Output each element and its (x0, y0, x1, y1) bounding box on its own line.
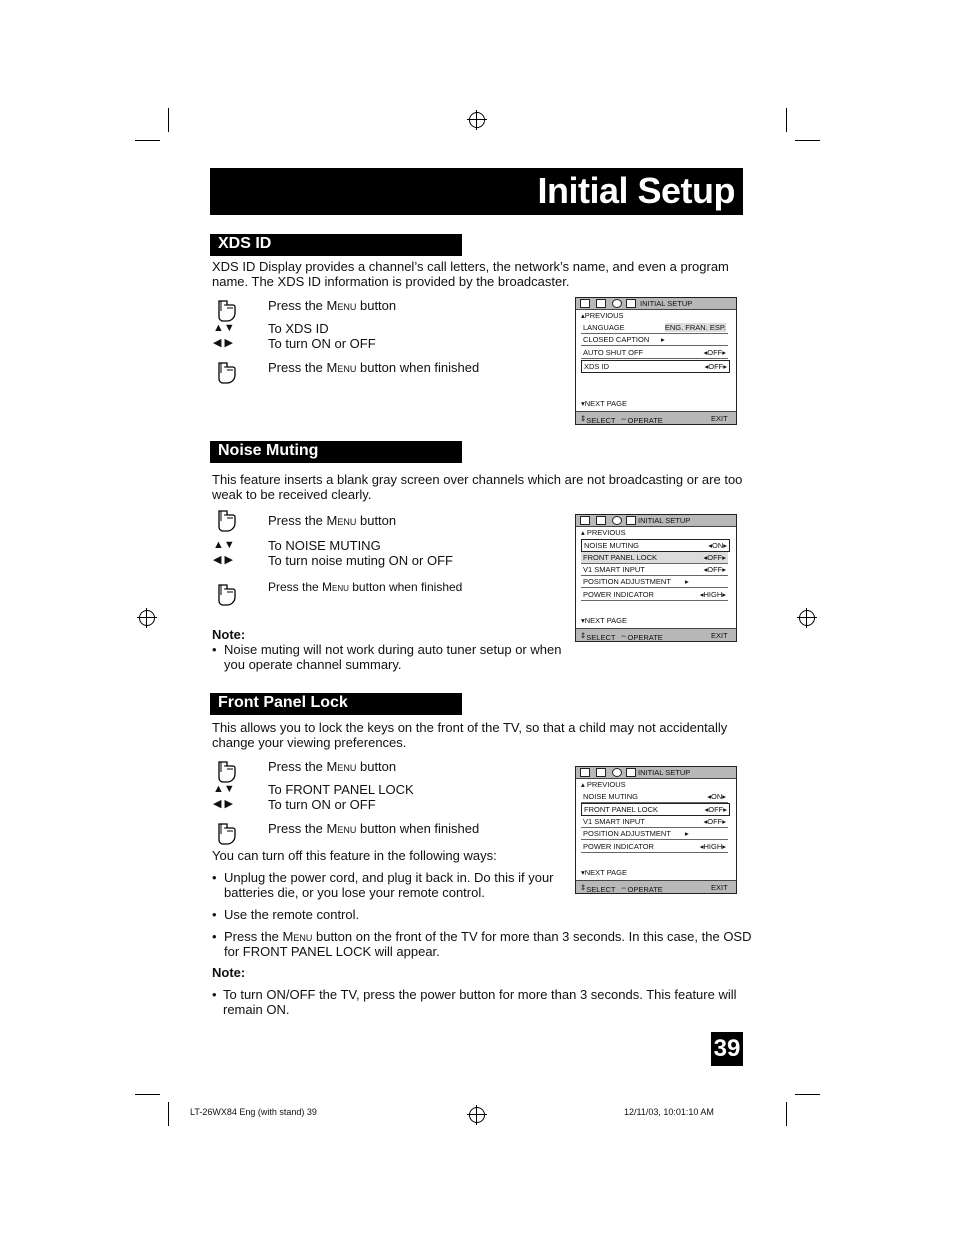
title-banner (210, 168, 743, 215)
osd-row: CLOSED CAPTION ▸ (581, 334, 728, 346)
heading-text: Front Panel Lock (218, 694, 348, 711)
remote-hand-icon (214, 582, 238, 606)
section-heading-xds (210, 234, 462, 256)
crop-mark (795, 140, 820, 141)
step-text: Press the Menu button when finished (268, 360, 480, 375)
step-text: Press the Menu button when finished (268, 821, 480, 836)
note-text: Noise muting will not work during auto tuner setup or when (224, 642, 562, 657)
registration-mark-icon (139, 610, 155, 626)
bullet: • (212, 642, 217, 657)
osd-menu-xds (575, 297, 737, 425)
up-down-arrows-icon: ▲▼ (213, 783, 235, 795)
note-text: To turn ON/OFF the TV, press the power button for more than 3 seconds. This feature will (223, 987, 737, 1002)
osd-title: INITIAL SETUP (638, 768, 691, 777)
clock-tab-icon (612, 299, 622, 308)
osd-row-selected: XDS ID ◂OFF▸ (581, 360, 730, 373)
paragraph: You can turn off this feature in the following ways: (212, 848, 497, 863)
osd-row: POSITION ADJUSTMENT ▸ (581, 576, 728, 588)
remote-hand-icon (214, 298, 238, 322)
remote-hand-icon (214, 821, 238, 845)
bullet-text: Use the remote control. (224, 907, 360, 922)
bullet-text: Press the Menu button on the front of the TV for more than 3 seconds. In this case, the OSD (224, 929, 752, 944)
menu-tab-icon (580, 299, 590, 308)
clock-tab-icon (612, 516, 622, 525)
osd-row: NOISE MUTING ◂ON▸ (583, 792, 726, 801)
picture-tab-icon (596, 768, 606, 777)
osd-next: ▾NEXT PAGE (581, 616, 628, 625)
clock-tab-icon (612, 768, 622, 777)
remote-hand-icon (214, 508, 238, 532)
step-text: To XDS ID (268, 321, 329, 336)
left-right-arrows-icon: ◀ ▶ (213, 337, 233, 349)
osd-row: V1 SMART INPUT ◂OFF▸ (583, 565, 726, 574)
left-right-arrows-icon: ◀ ▶ (213, 554, 233, 566)
osd-previous: ▴PREVIOUS (581, 311, 624, 320)
note-label: Note: (212, 965, 246, 980)
osd-header (576, 767, 736, 779)
paragraph: weak to be received clearly. (212, 487, 372, 502)
crop-mark (168, 1102, 169, 1126)
crop-mark (135, 140, 160, 141)
menu-tab-icon (580, 516, 590, 525)
heading-text: Noise Muting (218, 442, 319, 459)
bullet-text: for FRONT PANEL LOCK will appear. (224, 944, 440, 959)
paragraph: name. The XDS ID information is provided by the broadcaster. (212, 274, 570, 289)
registration-mark-icon (469, 112, 485, 128)
step-text: Press the Menu button (268, 759, 397, 774)
crop-mark (795, 1094, 820, 1095)
footer-left: LT-26WX84 Eng (with stand) 39 (190, 1107, 317, 1117)
osd-row: V1 SMART INPUT ◂OFF▸ (583, 817, 726, 826)
osd-title: INITIAL SETUP (638, 516, 691, 525)
page-number: 39 (711, 1032, 743, 1066)
osd-row: AUTO SHUT OFF ◂OFF▸ (583, 348, 726, 357)
osd-row: POWER INDICATOR ◂HIGH▸ (583, 842, 726, 851)
bullet-text: batteries die, or you lose your remote control. (224, 885, 485, 900)
note-text: you operate channel summary. (224, 657, 402, 672)
left-right-arrows-icon: ◀ ▶ (213, 798, 233, 810)
osd-row-selected: NOISE MUTING ◂ON▸ (581, 539, 730, 552)
osd-row: LANGUAGE ENG. FRAN. ESP. (583, 323, 726, 332)
setup-tab-icon (626, 299, 636, 308)
osd-row: POSITION ADJUSTMENT ▸ (581, 828, 728, 840)
registration-mark-icon (799, 610, 815, 626)
bullet: • (212, 929, 217, 944)
osd-next: ▾NEXT PAGE (581, 399, 628, 408)
step-text: To turn noise muting ON or OFF (268, 553, 453, 568)
bullet: • (212, 870, 217, 885)
paragraph: This allows you to lock the keys on the front of the TV, so that a child may not accidentally (212, 720, 728, 735)
step-text: To turn ON or OFF (268, 336, 376, 351)
osd-previous: ▴ PREVIOUS (581, 780, 626, 789)
menu-tab-icon (580, 768, 590, 777)
osd-title: INITIAL SETUP (640, 299, 693, 308)
setup-tab-icon (626, 516, 636, 525)
heading-text: XDS ID (218, 235, 272, 252)
osd-previous: ▴ PREVIOUS (581, 528, 626, 537)
osd-row: POWER INDICATOR ◂HIGH▸ (583, 590, 726, 599)
osd-footer: ⇕ SELECT ⇔ OPERATE EXIT (576, 880, 736, 893)
step-text: To turn ON or OFF (268, 797, 376, 812)
page-title: Initial Setup (537, 170, 735, 211)
bullet: • (212, 907, 217, 922)
remote-hand-icon (214, 759, 238, 783)
paragraph: XDS ID Display provides a channel’s call letters, the network’s name, and even a program (212, 259, 729, 274)
step-text: Press the Menu button (268, 298, 397, 313)
picture-tab-icon (596, 516, 606, 525)
step-text: Press the Menu button (268, 513, 397, 528)
note-text: remain ON. (223, 1002, 290, 1017)
osd-next: ▾NEXT PAGE (581, 868, 628, 877)
crop-mark (168, 108, 169, 132)
osd-footer: ⇕ SELECT ⇔ OPERATE EXIT (576, 628, 736, 641)
crop-mark (786, 1102, 787, 1126)
section-heading-noise (210, 441, 462, 463)
footer-right: 12/11/03, 10:01:10 AM (624, 1107, 714, 1117)
step-text: To FRONT PANEL LOCK (268, 782, 414, 797)
note-label: Note: (212, 627, 246, 642)
osd-menu-noise (575, 514, 737, 642)
picture-tab-icon (596, 299, 606, 308)
up-down-arrows-icon: ▲▼ (213, 322, 235, 334)
remote-hand-icon (214, 360, 238, 384)
up-down-arrows-icon: ▲▼ (213, 539, 235, 551)
registration-mark-icon (469, 1107, 485, 1123)
osd-menu-fpl (575, 766, 737, 894)
step-text: To NOISE MUTING (268, 538, 381, 553)
osd-header (576, 298, 736, 310)
bullet-text: Unplug the power cord, and plug it back in. Do this if your (224, 870, 554, 885)
crop-mark (786, 108, 787, 132)
paragraph: change your viewing preferences. (212, 735, 407, 750)
step-text: Press the Menu button when finished (268, 580, 463, 594)
crop-mark (135, 1094, 160, 1095)
osd-row-selected: FRONT PANEL LOCK ◂OFF▸ (581, 803, 730, 816)
osd-header (576, 515, 736, 527)
setup-tab-icon (626, 768, 636, 777)
paragraph: This feature inserts a blank gray screen over channels which are not broadcasting or are too (212, 472, 743, 487)
osd-footer: ⇕ SELECT ⇔ OPERATE EXIT (576, 411, 736, 424)
section-heading-fpl (210, 693, 462, 715)
bullet: • (212, 987, 217, 1002)
osd-row: FRONT PANEL LOCK ◂OFF▸ (583, 553, 726, 562)
